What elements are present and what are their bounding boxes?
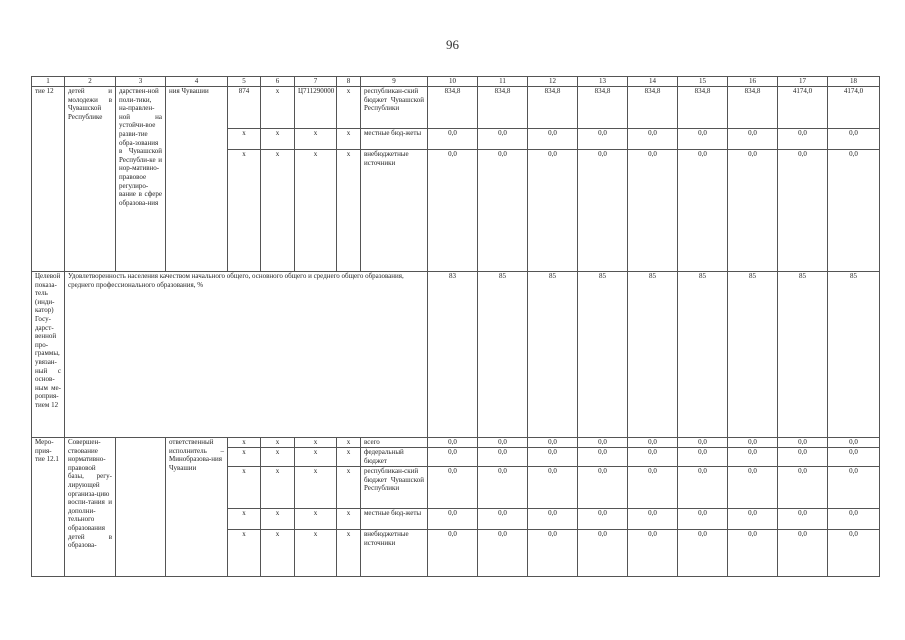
value-cell: 0,0 xyxy=(428,150,478,272)
value-cell: 0,0 xyxy=(528,509,578,530)
responsible-executor: ния Чувашии xyxy=(166,87,228,272)
value-cell: 0,0 xyxy=(578,150,628,272)
budget-code-cell: x xyxy=(295,467,337,509)
value-cell: 834,8 xyxy=(428,87,478,129)
budget-code-cell: x xyxy=(261,530,295,577)
header-cell: 17 xyxy=(778,77,828,87)
funding-source: внебюджетные источники xyxy=(361,150,428,272)
value-cell: 0,0 xyxy=(678,438,728,448)
activity-name: Совершен-ствование нормативно-правовой базы, регу-лирующей организа-цию воспи-тания и дополни-тельного образования детей в образова- xyxy=(65,438,116,577)
budget-code-cell: x xyxy=(261,438,295,448)
value-cell: 0,0 xyxy=(678,467,728,509)
budget-code-cell: x xyxy=(261,448,295,467)
value-cell: 85 xyxy=(478,272,528,438)
budget-code-cell: x xyxy=(337,129,361,150)
indicator-label: Целевой показа-тель (инди-катор) Госу-дарст-венной про-граммы, увязан-ный с основ-ным ме-роприя-тием 12 xyxy=(32,272,65,438)
budget-code-cell: x xyxy=(337,509,361,530)
budget-code-cell: x xyxy=(337,530,361,577)
value-cell: 0,0 xyxy=(528,438,578,448)
header-cell: 11 xyxy=(478,77,528,87)
value-cell: 0,0 xyxy=(728,467,778,509)
header-cell: 16 xyxy=(728,77,778,87)
budget-code-cell: x xyxy=(337,87,361,129)
activity-description: дарствен-ной поли-тики, на-правлен-ной на устойчи-вое разви-тие обра-зования в Чувашской Республи-ке и нор-мативно-правовое регулиро-вание в сфере образова-ния xyxy=(116,87,166,272)
budget-code-cell: x xyxy=(261,129,295,150)
budget-code-cell: x xyxy=(228,150,261,272)
column-number-row xyxy=(32,77,880,87)
value-cell: 834,8 xyxy=(728,87,778,129)
value-cell: 0,0 xyxy=(578,438,628,448)
value-cell: 0,0 xyxy=(428,129,478,150)
funding-source: местные бюд-жеты xyxy=(361,129,428,150)
indicator-description: Удовлетворенность населения качеством начального общего, основного общего и среднего общего образования, среднего профессионального образования, % xyxy=(65,272,428,438)
value-cell: 0,0 xyxy=(728,530,778,577)
activity-description xyxy=(116,438,166,577)
value-cell: 0,0 xyxy=(778,438,828,448)
budget-code-cell: x xyxy=(228,438,261,448)
value-cell: 0,0 xyxy=(578,467,628,509)
value-cell: 0,0 xyxy=(678,150,728,272)
value-cell: 0,0 xyxy=(628,448,678,467)
value-cell: 0,0 xyxy=(828,509,880,530)
value-cell: 0,0 xyxy=(828,530,880,577)
value-cell: 0,0 xyxy=(528,448,578,467)
header-cell: 5 xyxy=(228,77,261,87)
funding-source: внебюджетные источники xyxy=(361,530,428,577)
value-cell: 0,0 xyxy=(428,530,478,577)
value-cell: 0,0 xyxy=(628,467,678,509)
value-cell: 0,0 xyxy=(628,438,678,448)
value-cell: 0,0 xyxy=(628,129,678,150)
value-cell: 0,0 xyxy=(578,129,628,150)
budget-code-cell: x xyxy=(337,438,361,448)
value-cell: 0,0 xyxy=(678,448,728,467)
header-cell: 8 xyxy=(337,77,361,87)
value-cell: 0,0 xyxy=(778,530,828,577)
value-cell: 0,0 xyxy=(478,129,528,150)
value-cell: 0,0 xyxy=(528,530,578,577)
value-cell: 0,0 xyxy=(778,448,828,467)
program-table xyxy=(31,76,880,577)
budget-code-cell: x xyxy=(295,530,337,577)
activity-label: Меро-прия-тие 12.1 xyxy=(32,438,65,577)
table-row xyxy=(32,438,880,448)
value-cell: 834,8 xyxy=(578,87,628,129)
value-cell: 0,0 xyxy=(478,438,528,448)
value-cell: 0,0 xyxy=(528,467,578,509)
table-row xyxy=(32,272,880,438)
budget-code-cell: x xyxy=(228,467,261,509)
budget-code-cell: x xyxy=(337,467,361,509)
value-cell: 0,0 xyxy=(728,448,778,467)
value-cell: 83 xyxy=(428,272,478,438)
value-cell: 0,0 xyxy=(828,448,880,467)
value-cell: 0,0 xyxy=(678,129,728,150)
header-cell: 9 xyxy=(361,77,428,87)
value-cell: 0,0 xyxy=(828,129,880,150)
header-cell: 3 xyxy=(116,77,166,87)
header-cell: 6 xyxy=(261,77,295,87)
value-cell: 85 xyxy=(778,272,828,438)
value-cell: 0,0 xyxy=(428,509,478,530)
budget-code-cell: x xyxy=(295,509,337,530)
budget-code-cell: x xyxy=(261,150,295,272)
activity-name: детей и молодежи в Чувашской Республике xyxy=(65,87,116,272)
value-cell: 0,0 xyxy=(428,438,478,448)
value-cell: 0,0 xyxy=(678,530,728,577)
value-cell: 0,0 xyxy=(778,129,828,150)
table-row xyxy=(32,87,880,129)
value-cell: 0,0 xyxy=(778,509,828,530)
value-cell: 0,0 xyxy=(678,509,728,530)
value-cell: 834,8 xyxy=(478,87,528,129)
value-cell: 0,0 xyxy=(428,448,478,467)
value-cell: 0,0 xyxy=(428,467,478,509)
funding-source: всего xyxy=(361,438,428,448)
funding-source: местные бюд-жеты xyxy=(361,509,428,530)
funding-source: федеральный бюджет xyxy=(361,448,428,467)
value-cell: 0,0 xyxy=(628,530,678,577)
header-cell: 2 xyxy=(65,77,116,87)
budget-code-cell: x xyxy=(228,530,261,577)
budget-code-cell: x xyxy=(261,87,295,129)
funding-source: республикан-ский бюджет Чувашской Республики xyxy=(361,87,428,129)
value-cell: 85 xyxy=(628,272,678,438)
budget-code-cell: x xyxy=(295,129,337,150)
activity-label: тие 12 xyxy=(32,87,65,272)
budget-code-cell: Ц711290000 xyxy=(295,87,337,129)
value-cell: 85 xyxy=(828,272,880,438)
value-cell: 0,0 xyxy=(778,467,828,509)
value-cell: 85 xyxy=(728,272,778,438)
value-cell: 85 xyxy=(678,272,728,438)
value-cell: 0,0 xyxy=(828,438,880,448)
header-cell: 7 xyxy=(295,77,337,87)
header-cell: 13 xyxy=(578,77,628,87)
header-cell: 4 xyxy=(166,77,228,87)
header-cell: 15 xyxy=(678,77,728,87)
value-cell: 0,0 xyxy=(528,129,578,150)
value-cell: 0,0 xyxy=(478,467,528,509)
budget-code-cell: x xyxy=(261,467,295,509)
budget-code-cell: x xyxy=(228,448,261,467)
header-cell: 1 xyxy=(32,77,65,87)
funding-source: республикан-ский бюджет Чувашской Республики xyxy=(361,467,428,509)
value-cell: 85 xyxy=(578,272,628,438)
value-cell: 85 xyxy=(528,272,578,438)
budget-code-cell: x xyxy=(228,509,261,530)
value-cell: 0,0 xyxy=(578,509,628,530)
value-cell: 0,0 xyxy=(478,150,528,272)
value-cell: 0,0 xyxy=(728,150,778,272)
value-cell: 0,0 xyxy=(578,530,628,577)
budget-code-cell: x xyxy=(295,150,337,272)
value-cell: 0,0 xyxy=(478,509,528,530)
value-cell: 0,0 xyxy=(628,150,678,272)
responsible-executor: ответственный исполнитель – Минобразова-ния Чувашии xyxy=(166,438,228,577)
value-cell: 0,0 xyxy=(728,509,778,530)
value-cell: 0,0 xyxy=(528,150,578,272)
value-cell: 0,0 xyxy=(578,448,628,467)
value-cell: 0,0 xyxy=(728,129,778,150)
budget-code-cell: x xyxy=(228,129,261,150)
value-cell: 0,0 xyxy=(478,530,528,577)
budget-code-cell: x xyxy=(337,448,361,467)
value-cell: 4174,0 xyxy=(778,87,828,129)
budget-code-cell: x xyxy=(261,509,295,530)
value-cell: 834,8 xyxy=(678,87,728,129)
value-cell: 834,8 xyxy=(528,87,578,129)
header-cell: 14 xyxy=(628,77,678,87)
budget-code-cell: x xyxy=(295,448,337,467)
value-cell: 4174,0 xyxy=(828,87,880,129)
page-number: 96 xyxy=(446,37,459,52)
value-cell: 0,0 xyxy=(478,448,528,467)
budget-code-cell: x xyxy=(295,438,337,448)
value-cell: 0,0 xyxy=(628,509,678,530)
header-cell: 12 xyxy=(528,77,578,87)
budget-code-cell: 874 xyxy=(228,87,261,129)
header-cell: 18 xyxy=(828,77,880,87)
value-cell: 834,8 xyxy=(628,87,678,129)
value-cell: 0,0 xyxy=(828,467,880,509)
value-cell: 0,0 xyxy=(778,150,828,272)
value-cell: 0,0 xyxy=(828,150,880,272)
budget-code-cell: x xyxy=(337,150,361,272)
value-cell: 0,0 xyxy=(728,438,778,448)
header-cell: 10 xyxy=(428,77,478,87)
